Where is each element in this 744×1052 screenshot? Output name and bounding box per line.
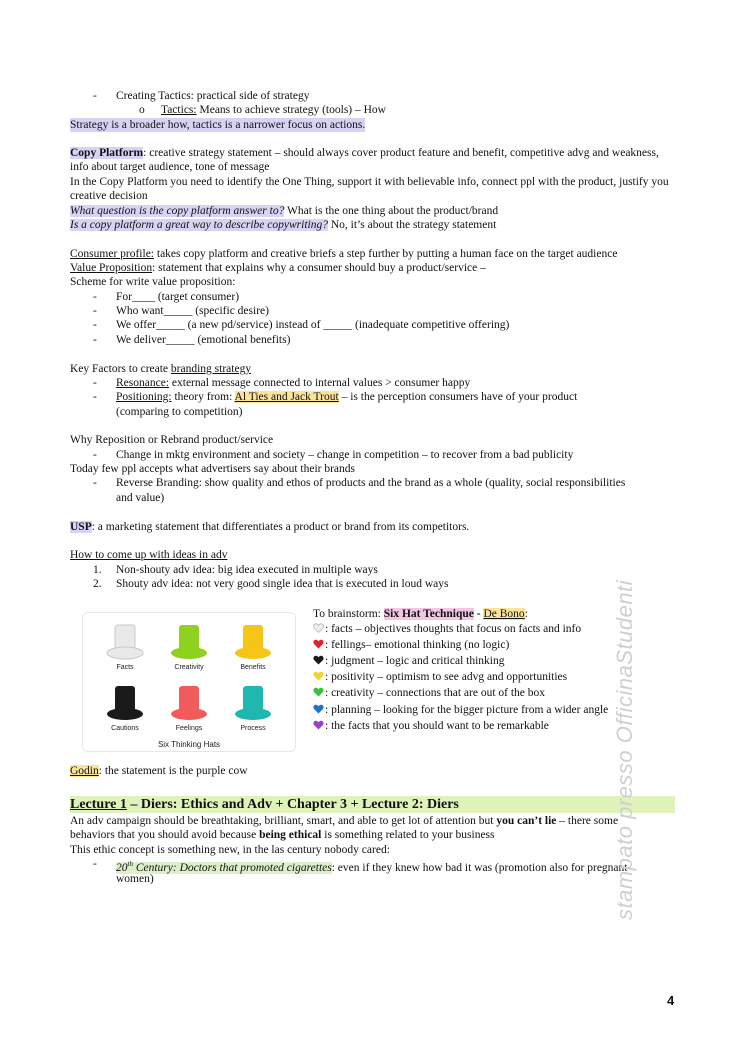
answer: No, it’s about the strategy statement <box>327 219 497 231</box>
text-line: Creating Tactics: practical side of strategy <box>116 90 310 102</box>
answer: What is the one thing about the product/brand <box>284 205 499 217</box>
list-item <box>116 390 577 404</box>
lecture-title: – Diers: Ethics and Adv + Chapter 3 + Lecture 2: Diers <box>126 797 459 812</box>
bullet-dash: - <box>93 319 97 331</box>
tactics-text: Means to achieve strategy (tools) – How <box>196 104 386 116</box>
page-number: 4 <box>667 993 675 1008</box>
century-tail: : even if they knew how bad it was (promotion also for pregnant <box>331 861 628 874</box>
list-item-continued: and value) <box>116 492 165 504</box>
list-item: For____ (target consumer) <box>116 291 240 303</box>
text-line <box>70 828 495 842</box>
value-proposition-label: Value Proposition <box>70 262 153 274</box>
list-item <box>116 376 470 390</box>
copy-platform-paragraph-2: In the Copy Platform you need to identify the One Thing, support it with believable info, connect ppl with the product, justify you creative decision <box>70 176 669 202</box>
positioning-text: theory from: <box>171 391 235 403</box>
al-ties-highlight: Al Ties and Jack Trout <box>234 391 339 403</box>
bullet-dash: - <box>93 291 97 303</box>
hat-item-green <box>313 686 545 700</box>
century-text: Century: Doctors that promoted cigarettes <box>132 861 332 874</box>
teal-hat-icon <box>233 684 273 722</box>
value-proposition-text: : statement that explains why a consumer should buy a product/service – <box>152 262 486 274</box>
list-item: We offer_____ (a new pd/service) instead of _____ (inadequate competitive offering) <box>116 319 510 331</box>
branding-strategy-link: branding strategy <box>170 363 252 375</box>
blue-heart-icon <box>313 704 324 714</box>
lecture-heading <box>70 796 675 813</box>
hat-label: Facts <box>116 664 134 671</box>
usp-line <box>70 520 469 534</box>
bullet-dash: - <box>93 377 97 389</box>
adv-bold: you can’t lie <box>496 815 557 827</box>
consumer-profile-line <box>70 247 617 261</box>
century-number: 20 <box>116 861 128 874</box>
hat-item-black <box>313 654 505 668</box>
positioning-label: Positioning: <box>116 391 172 403</box>
hat-item-text: : the facts that you should want to be remarkable <box>325 720 549 732</box>
list-item: Non-shouty adv idea: big idea executed in multiple ways <box>116 564 378 576</box>
usp-text: : a marketing statement that differentiates a product or brand from its competitors. <box>91 521 470 533</box>
godin-text: : the statement is the purple cow <box>98 765 248 777</box>
godin-label: Godin <box>70 765 99 777</box>
hat-label: Cautions <box>111 725 139 732</box>
hat-item-yellow <box>313 670 567 684</box>
hat-item-white <box>313 622 581 636</box>
hats-caption: Six Thinking Hats <box>157 740 221 749</box>
consumer-profile-text: takes copy platform and creative briefs a step further by putting a human face on the target audience <box>154 248 618 260</box>
yellow-heart-icon <box>313 671 324 681</box>
watermark: stampato presso OfficinaStudenti <box>612 579 637 920</box>
lecture-number: Lecture 1 <box>70 797 127 812</box>
hat-item-text: : facts – objectives thoughts that focus on facts and info <box>325 623 582 635</box>
hat-cautions <box>95 684 155 732</box>
section-subheading: How to come up with ideas in adv <box>70 549 228 561</box>
white-heart-icon <box>313 623 324 633</box>
hat-label: Creativity <box>174 664 204 671</box>
consumer-profile-label: Consumer profile: <box>70 248 154 260</box>
resonance-text: external message connected to internal values > consumer happy <box>169 377 471 389</box>
copy-platform-text: : creative strategy statement – should always cover product feature and benefit, competitive advg and weakness, info about target audience, tone of message <box>70 147 659 173</box>
question: What question is the copy platform answer to? <box>70 205 285 217</box>
list-number: 2. <box>93 578 102 590</box>
hat-item-text: : judgment – logic and critical thinking <box>325 655 505 667</box>
hat-creativity <box>159 623 219 671</box>
hat-item-text: : creativity – connections that are out of the box <box>325 687 546 699</box>
list-item: Shouty adv idea: not very good single idea that is executed in loud ways <box>116 578 449 590</box>
bullet-dash: - <box>93 449 97 461</box>
hat-item-text: : planning – looking for the bigger picture from a wider angle <box>325 704 609 716</box>
resonance-label: Resonance: <box>116 377 170 389</box>
value-proposition-line <box>70 261 486 275</box>
adv-text: An adv campaign should be breathtaking, brilliant, smart, and able to get lot of attention but <box>70 815 497 827</box>
text-line <box>70 814 618 828</box>
green-heart-icon <box>313 687 324 697</box>
positioning-text-2: – is the perception consumers have of your product <box>338 391 578 403</box>
hat-facts <box>95 623 155 671</box>
list-number: 1. <box>93 564 102 576</box>
black-hat-icon <box>105 684 145 722</box>
brainstorm-text: To brainstorm: <box>313 608 384 620</box>
hat-label: Feelings <box>175 725 203 732</box>
hat-item-text: : fellings– emotional thinking (no logic) <box>325 639 510 651</box>
question-line <box>70 204 498 218</box>
hat-item-red <box>313 638 509 652</box>
list-item-continued: (comparing to competition) <box>116 406 243 418</box>
question: Is a copy platform a great way to describe copywriting? <box>70 219 328 231</box>
six-hat-technique: Six Hat Technique <box>383 608 474 620</box>
key-factors-text: Key Factors to create <box>70 363 171 375</box>
bullet-dash: - <box>93 334 97 346</box>
hat-process <box>223 684 283 732</box>
list-item: Reverse Branding: show quality and ethos of products and the brand as a whole (quality, social responsibilities <box>116 477 626 489</box>
yellow-hat-icon <box>233 623 273 661</box>
bullet-dash: - <box>93 477 97 489</box>
adv-text-2: – there some <box>556 815 619 827</box>
bullet-dash: - <box>93 858 97 870</box>
key-factors-line <box>70 362 251 376</box>
tactics-label: Tactics: <box>161 104 197 116</box>
copy-platform-paragraph <box>70 146 676 174</box>
godin-line <box>70 764 248 778</box>
adv-bold: being ethical <box>259 829 322 841</box>
bullet-dash: - <box>93 305 97 317</box>
red-hat-icon <box>169 684 209 722</box>
adv-text: behaviors that you should avoid because <box>70 829 260 841</box>
hat-benefits <box>223 623 283 671</box>
sub-bullet: o <box>139 104 145 116</box>
red-heart-icon <box>313 639 324 649</box>
copy-platform-label: Copy Platform <box>70 147 144 159</box>
adv-text-2: is something related to your business <box>321 829 495 841</box>
text-line: This ethic concept is something new, in the las century nobody cared: <box>70 844 390 856</box>
hat-item-text: : positivity – optimism to see advg and opportunities <box>325 671 568 683</box>
bullet-dash: - <box>93 391 97 403</box>
hat-label: Process <box>240 725 266 732</box>
purple-heart-icon <box>313 720 324 730</box>
text-line <box>161 103 386 117</box>
hat-feelings <box>159 684 219 732</box>
text-line: Why Reposition or Rebrand product/service <box>70 434 274 446</box>
list-item: Who want_____ (specific desire) <box>116 305 269 317</box>
century-sup: th <box>127 860 133 868</box>
six-thinking-hats-image <box>82 612 296 752</box>
list-item: Change in mktg environment and society – change in competition – to recover from a bad publicity <box>116 449 574 461</box>
list-item-continued: women) <box>116 873 154 885</box>
hat-item-blue <box>313 703 608 717</box>
black-heart-icon <box>313 655 324 665</box>
list-item <box>116 857 627 875</box>
brainstorm-colon: : <box>524 608 528 620</box>
usp-label: USP <box>70 521 92 533</box>
brainstorm-heading <box>313 607 528 621</box>
de-bono: De Bono <box>483 608 525 620</box>
list-item: We deliver_____ (emotional benefits) <box>116 334 291 346</box>
highlighted-line: Strategy is a broader how, tactics is a narrower focus on actions. <box>70 119 366 131</box>
text-line: Today few ppl accepts what advertisers say about their brands <box>70 463 356 475</box>
hat-item-purple <box>313 719 549 733</box>
hat-label: Benefits <box>240 664 266 671</box>
bullet-dash: - <box>93 90 97 102</box>
text-line: Scheme for write value proposition: <box>70 276 236 288</box>
green-hat-icon <box>169 623 209 661</box>
white-hat-icon <box>105 623 145 661</box>
question-line <box>70 218 496 232</box>
brainstorm-dash: - <box>473 608 484 620</box>
